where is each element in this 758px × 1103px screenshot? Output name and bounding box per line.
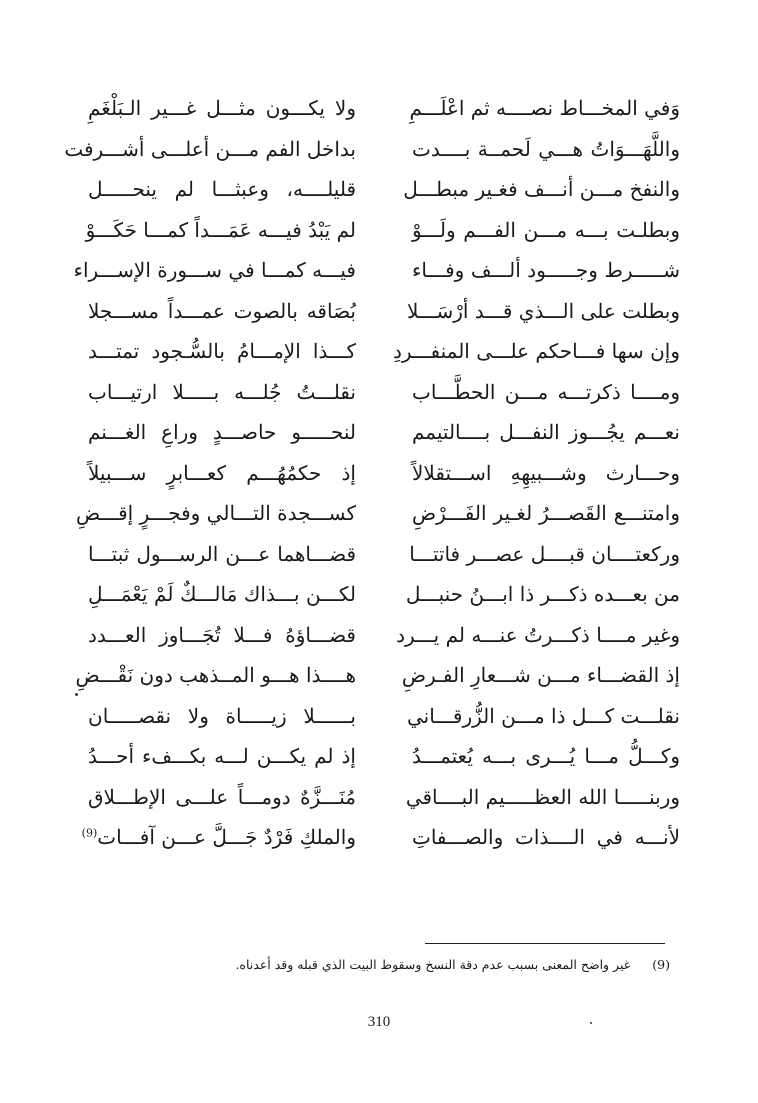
- verse-14-second-hemistich: قضـــاؤهُ فـــلا تُجَـــاوز العـــدد: [88, 622, 356, 647]
- footnote: [200, 957, 670, 972]
- footnote-text: غير واضح المعنى بسبب عدم دقة النسخ وسقوط البيت الذي قبله وقد أعدناه.: [235, 957, 631, 972]
- verse-7: [88, 331, 680, 372]
- verse-1: [88, 88, 680, 129]
- verse-3: [88, 169, 680, 210]
- verse-19-first-hemistich: لأنـــه في الــــذات والصـــفاتِ: [412, 825, 680, 850]
- verse-14: [88, 615, 680, 656]
- verse-6-second-hemistich: بُصَاقه بالصوت عمـــداً مســـجلا: [88, 298, 356, 323]
- verse-10-second-hemistich: إذ حكمُهُـــم كعـــابرٍ ســـبيلاً: [88, 460, 356, 485]
- verse-8: [88, 372, 680, 413]
- verse-1-first-hemistich: وَفي المخـــاط نصــــه ثم اعْلَـــمِ: [409, 96, 680, 121]
- verse-9: [88, 412, 680, 453]
- verse-15-second-hemistich: هــــذا هـــو المــذهب دون نَقْـــضِ: [75, 663, 356, 688]
- verse-3-first-hemistich: والنفخ مـــن أنـــف فغـير مبطـــل: [403, 177, 680, 202]
- verse-15-first-hemistich: إذ القضـــاء مـــن شـــعارِ الفـرضِ: [401, 663, 680, 688]
- verse-1-second-hemistich: ولا يكـــون مثـــل غـــير الـبَلْغَمِ: [88, 96, 356, 121]
- verse-11-first-hemistich: وامتنـــع القَصـــرُ لغـير الفَـــرْضِ: [412, 501, 680, 526]
- scan-speck: [75, 693, 78, 696]
- verse-7-second-hemistich: كـــذا الإمـــامُ بالسُّـجود تمتـــد: [88, 339, 356, 364]
- verse-11: [76, 493, 680, 534]
- verse-6-first-hemistich: وبطلت على الـــذي قـــد أرْسَـــلا: [406, 298, 680, 323]
- verse-3-second-hemistich: قليلــــه، وعبثـــا لم ينحـــــل: [88, 177, 356, 202]
- verse-16-first-hemistich: نقلـــت كـــل ذا مـــن الزُّرقـــاني: [407, 703, 680, 728]
- scan-speck: [590, 1022, 592, 1024]
- footnote-reference[interactable]: (9): [81, 826, 98, 840]
- verse-10: [88, 453, 680, 494]
- verse-2-first-hemistich: واللَّهَـــوَاتُ هـــي لَحمــة بــــدت: [412, 136, 680, 161]
- verse-18-first-hemistich: وربنـــــا الله العظـــــيم البــــاقي: [405, 784, 680, 809]
- verse-4-second-hemistich: لم يَبْدُ فيـــه عَمَـــداً كمـــا حَكَـــوْ: [85, 217, 356, 242]
- verse-8-second-hemistich: نقلـــتُ جُلـــه بـــــلا ارتيـــاب: [88, 379, 356, 404]
- poem: [64, 88, 680, 858]
- verse-12-first-hemistich: وركعتــــان قبــــل عصـــر فاتتـــا: [409, 541, 680, 566]
- verse-2-second-hemistich: بداخل الفم مـــن أعلـــى أشـــرفت: [64, 136, 356, 161]
- verse-8-first-hemistich: ومــــا ذكرتـــه مـــن الحطَّـــاب: [412, 379, 680, 404]
- verse-2: [64, 129, 680, 170]
- verse-17-first-hemistich: وكـــلُّ مـــا يُـــرى بـــه يُعتمـــدُ: [412, 744, 680, 769]
- verse-14-first-hemistich: وغير مــــا ذكـــرتُ عنـــه لم يـــرد: [396, 622, 680, 647]
- verse-9-first-hemistich: نعـــم يجُـــوز النفـــل بــــالتيمم: [412, 420, 680, 445]
- verse-16: [88, 696, 680, 737]
- footnote-divider: [425, 943, 665, 944]
- verse-17-second-hemistich: إذ لم يكـــن لـــه بكـــفء أحـــدُ: [88, 744, 356, 769]
- verse-4: [85, 210, 680, 251]
- verse-15: [75, 655, 680, 696]
- verse-13-first-hemistich: من بعـــده ذكـــر ذا ابـــنُ حنبـــل: [405, 582, 680, 607]
- verse-13: [88, 574, 680, 615]
- verse-18-second-hemistich: مُنَـــزَّهٌ دومـــاً علـــى الإطـــلاق: [88, 784, 356, 809]
- verse-12: [88, 534, 680, 575]
- verse-13-second-hemistich: لكـــن بـــذاك مَالـــكٌ لَمْ يَعْمَـــلِ: [88, 582, 356, 607]
- verse-6: [88, 291, 680, 332]
- verse-17: [88, 736, 680, 777]
- verse-5-second-hemistich: فيـــه كمـــا في ســـورة الإســـراء: [73, 258, 356, 283]
- verse-7-first-hemistich: وإن سها فـــاحكم علـــى المنفـــردِ: [392, 339, 680, 364]
- verse-19-second-hemistich-text: والملكِ فَرْدٌ جَـــلَّ عـــن آفـــات: [97, 825, 356, 850]
- verse-12-second-hemistich: قضـــاهما عـــن الرســـول ثبتـــا: [88, 541, 356, 566]
- verse-19-second-hemistich: [81, 825, 356, 850]
- verse-19: [81, 817, 680, 858]
- footnote-marker: (9): [652, 957, 670, 972]
- verse-10-first-hemistich: وحـــارث وشـــبيهِهِ اســـتقلالاً: [412, 460, 680, 485]
- verse-18: [88, 777, 680, 818]
- verse-11-second-hemistich: كســـجدة التـــالي وفجـــرٍ إقـــضِ: [76, 501, 356, 526]
- page-number: 310: [367, 1014, 391, 1030]
- verse-5: [73, 250, 680, 291]
- verse-16-second-hemistich: بــــــلا زيـــــاة ولا نقصـــــان: [88, 703, 356, 728]
- verse-4-first-hemistich: وبطلـت بـــه مـــن الفـــم ولَـــوْ: [412, 217, 680, 242]
- verse-9-second-hemistich: لنحـــــو حاصـــدٍ وراعِ الغـــنم: [88, 420, 356, 445]
- verse-5-first-hemistich: شـــــرط وجـــــود ألـــف وفـــاء: [412, 258, 680, 283]
